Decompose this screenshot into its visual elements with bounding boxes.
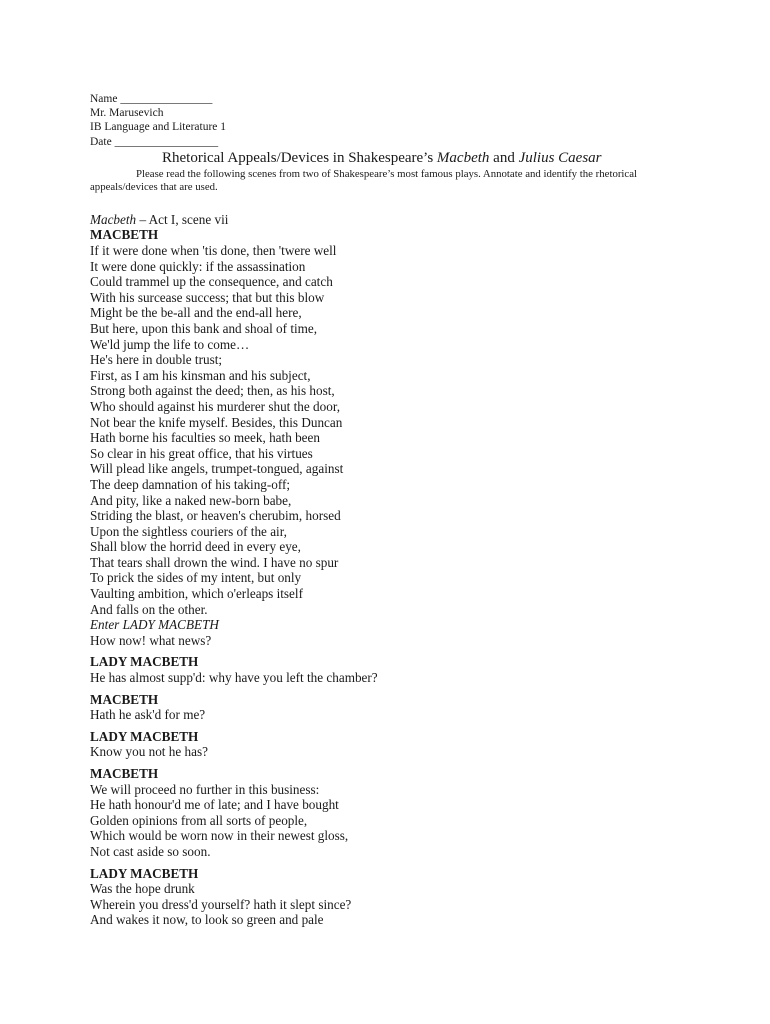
speech-line: We will proceed no further in this business: xyxy=(90,781,320,797)
speech-block xyxy=(90,866,690,928)
instructions-text: Please read the following scenes from two of Shakespeare’s most famous plays. Annotate and identify the rhetorical appeals/devices that are used. xyxy=(90,167,638,194)
speech-line: And wakes it now, to look so green and pale xyxy=(90,912,324,928)
speaker-name: LADY MACBETH xyxy=(90,728,199,744)
speech-line: Could trammel up the consequence, and catch xyxy=(90,274,333,290)
speech-line: Not cast aside so soon. xyxy=(90,843,211,859)
date-line: Date __________________ xyxy=(90,135,219,148)
speech-line: So clear in his great office, that his virtues xyxy=(90,445,313,461)
speech-line: Might be the be-all and the end-all here, xyxy=(90,305,302,321)
speech-line: And falls on the other. xyxy=(90,601,208,617)
speech-line: Will plead like angels, trumpet-tongued, against xyxy=(90,461,344,477)
speech-line: He hath honour'd me of late; and I have bought xyxy=(90,797,339,813)
speech-block xyxy=(90,654,690,685)
speech-line: Not bear the knife myself. Besides, this Duncan xyxy=(90,414,343,430)
speech-line: Who should against his murderer shut the door, xyxy=(90,398,340,414)
speech-block xyxy=(90,729,690,760)
speech-line: Striding the blast, or heaven's cherubim, horsed xyxy=(90,508,341,524)
speaker-name: MACBETH xyxy=(90,227,159,243)
speech-line: We'ld jump the life to come… xyxy=(90,336,250,352)
header-block xyxy=(90,92,690,149)
speech-line: How now! what news? xyxy=(90,632,212,648)
speech-line: That tears shall drown the wind. I have no spur xyxy=(90,554,339,570)
scene-heading xyxy=(90,212,690,228)
speech-line: He's here in double trust; xyxy=(90,352,223,368)
speech-line: But here, upon this bank and shoal of time, xyxy=(90,320,318,336)
speech-line: Know you not he has? xyxy=(90,744,208,760)
title-conjunction: and xyxy=(489,149,519,166)
title-play-macbeth: Macbeth xyxy=(436,149,490,166)
title-play-julius-caesar: Julius Caesar xyxy=(518,149,602,166)
stage-direction: Enter LADY MACBETH xyxy=(90,617,219,633)
speech-line: The deep damnation of his taking-off; xyxy=(90,476,291,492)
document-title xyxy=(162,149,690,167)
speech-block xyxy=(90,227,690,648)
course-name: IB Language and Literature 1 xyxy=(90,121,227,134)
speech-line: Upon the sightless couriers of the air, xyxy=(90,523,287,539)
scene-play-title: Macbeth xyxy=(90,211,137,227)
speech-line: With his surcease success; that but this blow xyxy=(90,289,325,305)
speech-line: To prick the sides of my intent, but only xyxy=(90,570,302,586)
speaker-name: MACBETH xyxy=(90,766,159,781)
scene-location: – Act I, scene vii xyxy=(136,211,229,227)
speech-line: Wherein you dress'd yourself? hath it slept since? xyxy=(90,896,352,912)
speech-line: He has almost supp'd: why have you left the chamber? xyxy=(90,670,378,686)
speech-line: And pity, like a naked new-born babe, xyxy=(90,492,292,508)
document-page xyxy=(90,92,690,934)
speech-line: Which would be worn now in their newest gloss, xyxy=(90,828,349,844)
teacher-name: Mr. Marusevich xyxy=(90,107,164,120)
speaker-name: LADY MACBETH xyxy=(90,865,199,881)
speech-line: It were done quickly: if the assassination xyxy=(90,258,306,274)
speech-line: Hath he ask'd for me? xyxy=(90,707,206,723)
speech-line: Vaulting ambition, which o'erleaps itself xyxy=(90,586,303,602)
title-prefix: Rhetorical Appeals/Devices in Shakespeare’s xyxy=(162,149,437,166)
speech-line: Shall blow the horrid deed in every eye, xyxy=(90,539,301,555)
speech-line: Was the hope drunk xyxy=(90,881,195,897)
speech-line: If it were done when 'tis done, then 'twere well xyxy=(90,243,337,258)
speech-line: Hath borne his faculties so meek, hath been xyxy=(90,430,320,446)
script-body xyxy=(90,227,690,928)
speaker-name: MACBETH xyxy=(90,691,159,707)
instructions xyxy=(90,168,670,195)
speaker-name: LADY MACBETH xyxy=(90,654,199,670)
speech-block xyxy=(90,692,690,723)
speech-line: First, as I am his kinsman and his subject, xyxy=(90,367,311,383)
speech-line: Golden opinions from all sorts of people, xyxy=(90,812,308,828)
speech-block xyxy=(90,766,690,860)
speech-line: Strong both against the deed; then, as his host, xyxy=(90,383,335,399)
name-line: Name ________________ xyxy=(90,93,213,105)
